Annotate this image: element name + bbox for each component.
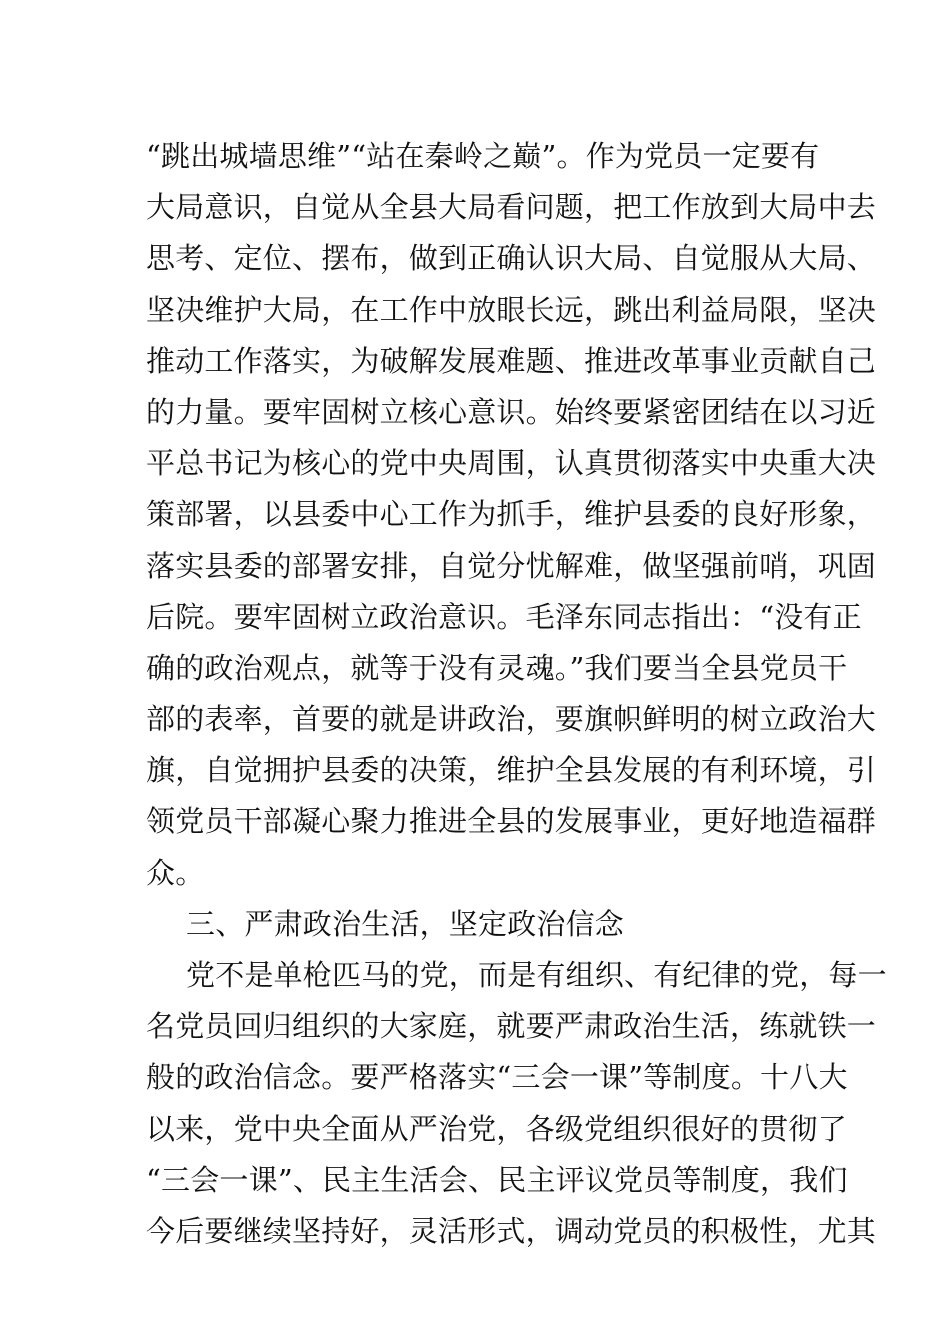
text-line: 思考、定位、摆布，做到正确认识大局、自觉服从大局、 [146, 241, 877, 276]
text-line: 坚决维护大局，在工作中放眼长远，跳出利益局限，坚决 [146, 292, 877, 327]
text-line: 部的表率，首要的就是讲政治，要旗帜鲜明的树立政治大 [146, 702, 877, 737]
text-line: 旗，自觉拥护县委的决策，维护全县发展的有利环境，引 [146, 753, 877, 788]
text-line: 推动工作落实，为破解发展难题、推进改革事业贡献自己 [146, 343, 877, 378]
text-line: 众。 [146, 855, 205, 890]
text-line: 后院。要牢固树立政治意识。毛泽东同志指出：“没有正 [146, 599, 862, 634]
text-line: 的力量。要牢固树立核心意识。始终要紧密团结在以习近 [146, 394, 877, 429]
text-line: 名党员回归组织的大家庭，就要严肃政治生活，练就铁一 [146, 1009, 877, 1044]
text-line: 大局意识，自觉从全县大局看问题，把工作放到大局中去 [146, 190, 877, 225]
text-line: “三会一课”、民主生活会、民主评议党员等制度，我们 [146, 1162, 848, 1197]
text-line: 以来，党中央全面从严治党，各级党组织很好的贯彻了 [146, 1111, 847, 1146]
text-line: 平总书记为核心的党中央周围，认真贯彻落实中央重大决 [146, 446, 877, 481]
body-text [146, 131, 887, 1257]
text-line: 策部署，以县委中心工作为抓手，维护县委的良好形象， [146, 497, 877, 532]
text-line: 确的政治观点，就等于没有灵魂。”我们要当全县党员干 [146, 650, 848, 685]
text-line: “跳出城墙思维”“站在秦岭之巅”。作为党员一定要有 [146, 139, 820, 173]
section-heading: 三、严肃政治生活，坚定政治信念 [186, 906, 625, 941]
text-line: 领党员干部凝心聚力推进全县的发展事业，更好地造福群 [146, 804, 877, 839]
text-line: 落实县委的部署安排，自觉分忧解难，做坚强前哨，巩固 [146, 548, 877, 583]
text-line: 党不是单枪匹马的党，而是有组织、有纪律的党，每一 [186, 958, 887, 992]
text-line: 今后要继续坚持好，灵活形式，调动党员的积极性，尤其 [146, 1213, 877, 1248]
text-line: 般的政治信念。要严格落实“三会一课”等制度。十八大 [146, 1060, 848, 1095]
